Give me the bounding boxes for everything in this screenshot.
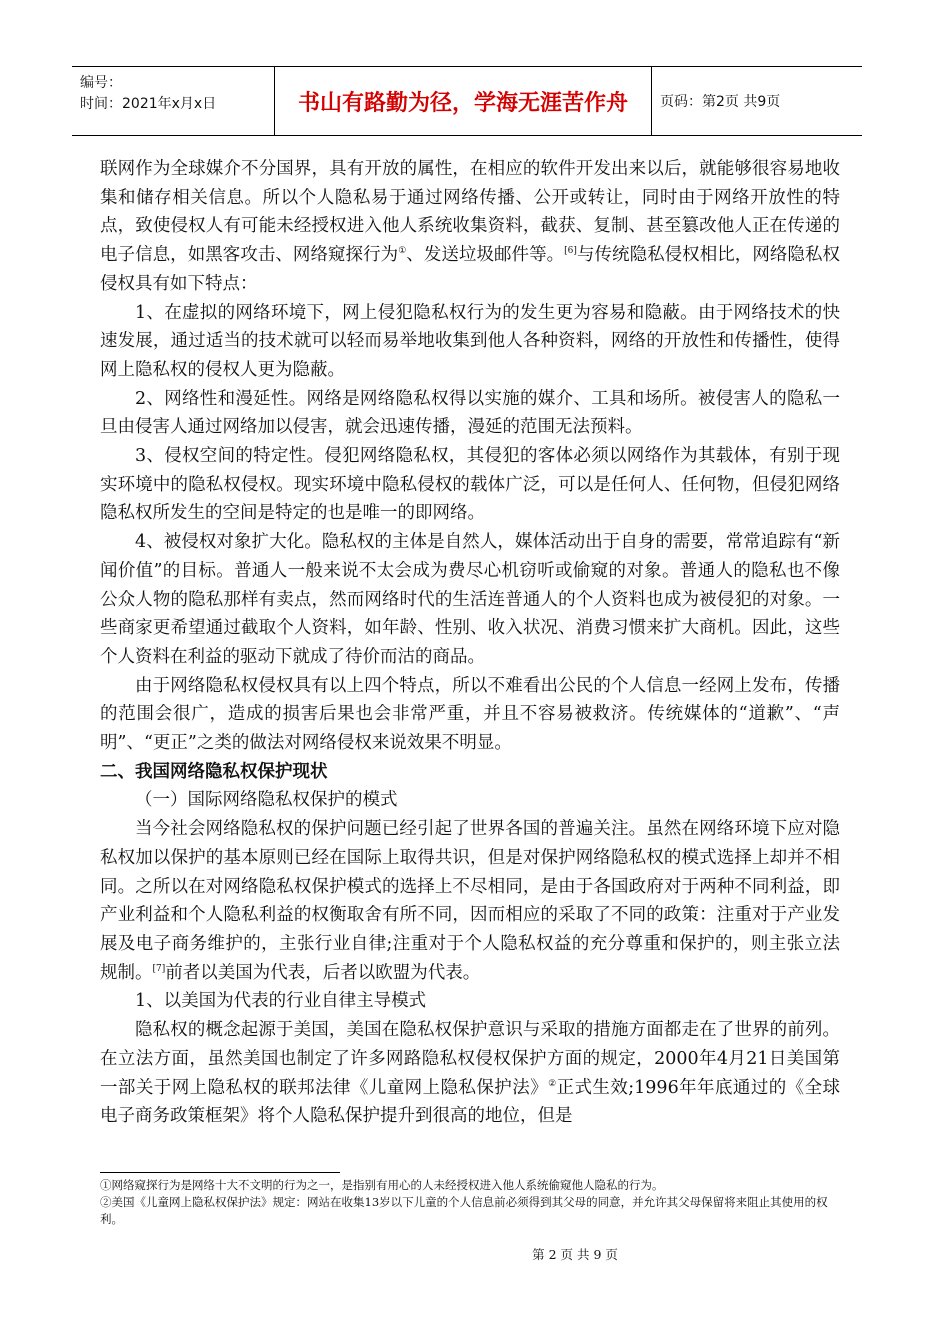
document-number-label: 编号： bbox=[80, 75, 122, 91]
header-motto: 书山有路勤为径，学海无涯苦作舟 bbox=[275, 67, 652, 135]
paragraph: 3、侵权空间的特定性。侵犯网络隐私权，其侵犯的客体必须以网络作为其载体，有别于现实环境中的隐私权侵权。现实环境中隐私侵权的载体广泛，可以是任何人、任何物，但侵犯网络隐私权所发生的空间是特定的也是唯一的即网络。 bbox=[100, 446, 840, 524]
footnotes bbox=[100, 1177, 840, 1228]
footnote: ②美国《儿童网上隐私权保护法》规定：网站在收集13岁以下儿童的个人信息前必须得到其父母的同意，并允许其父母保留将来阻止其使用的权利。 bbox=[100, 1195, 828, 1226]
citation-ref: [6] bbox=[564, 246, 577, 257]
paragraph: 当今社会网络隐私权的保护问题已经引起了世界各国的普遍关注。虽然在网络环境下应对隐私权加以保护的基本原则已经在国际上取得共识，但是对保护网络隐私权的模式选择上却并不相同。之所以在对网络隐私权保护模式的选择上不尽相同，是由于各国政府对于两种不同利益，即产业利益和个人隐私利益的权衡取舍有所不同，因而相应的采取了不同的政策：注重对于产业发展及电子商务维护的，主张行业自律;注重对于个人隐私权益的充分尊重和保护的，则主张立法规制。[7]前者以美国为代表，后者以欧盟为代表。 bbox=[100, 819, 840, 983]
page-footer bbox=[0, 1245, 950, 1263]
page-number: 第 2 页 共 9 页 bbox=[532, 1247, 618, 1262]
subsection-heading: （一）国际网络隐私权保护的模式 bbox=[135, 790, 398, 811]
document-body bbox=[100, 155, 840, 1131]
paragraph: 联网作为全球媒介不分国界，具有开放的属性，在相应的软件开发出来以后，就能够很容易地收集和储存相关信息。所以个人隐私易于通过网络传播、公开或转让，同时由于网络开放性的特点，致使侵权人有可能未经授权进入他人系统收集资料，截获、复制、甚至篡改他人正在传递的电子信息，如黑客攻击、网络窥探行为①、发送垃圾邮件等。[6]与传统隐私侵权相比，网络隐私权侵权具有如下特点： bbox=[100, 159, 841, 294]
paragraph: 1、在虚拟的网络环境下，网上侵犯隐私权行为的发生更为容易和隐蔽。由于网络技术的快速发展，通过适当的技术就可以轻而易举地收集到他人各种资料，网络的开放性和传播性，使得网上隐私权的侵权人更为隐蔽。 bbox=[100, 302, 840, 380]
section-heading: 二、我国网络隐私权保护现状 bbox=[100, 761, 328, 782]
footnote: ①网络窥探行为是网络十大不文明的行为之一，是指别有用心的人未经授权进入他人系统偷窥他人隐私的行为。 bbox=[100, 1178, 664, 1192]
paragraph: 由于网络隐私权侵权具有以上四个特点，所以不难看出公民的个人信息一经网上发布，传播的范围会很广，造成的损害后果也会非常严重，并且不容易被救济。传统媒体的“道歉”、“声明”、“更正”之类的做法对网络侵权来说效果不明显。 bbox=[100, 675, 840, 754]
paragraph: 隐私权的概念起源于美国，美国在隐私权保护意识与采取的措施方面都走在了世界的前列。在立法方面，虽然美国也制定了许多网路隐私权侵权保护方面的规定，2000年4月21日美国第一部关于网上隐私权的联邦法律《儿童网上隐私保护法》②正式生效;1996年年底通过的《全球电子商务政策框架》将个人隐私保护提升到很高的地位，但是 bbox=[100, 1020, 841, 1127]
subsection-heading: 1、以美国为代表的行业自律主导模式 bbox=[135, 991, 427, 1012]
citation-ref: [7] bbox=[152, 963, 166, 974]
footnote-marker: ② bbox=[548, 1078, 557, 1089]
document-time-label: 时间：2021年x月x日 bbox=[80, 96, 217, 112]
header-page-label: 页码：第2页 共9页 bbox=[660, 94, 781, 110]
paragraph: 4、被侵权对象扩大化。隐私权的主体是自然人，媒体活动出于自身的需要，常常追踪有“新闻价值”的目标。普通人一般来说不太会成为费尽心机窃听或偷窥的对象。普通人的隐私也不像公众人物的隐私那样有卖点，然而网络时代的生活连普通人的个人资料也成为被侵犯的对象。一些商家更希望通过截取个人资料，如年龄、性别、收入状况、消费习惯来扩大商机。因此，这些个人资料在利益的驱动下就成了待价而沽的商品。 bbox=[100, 532, 840, 667]
footnote-marker: ① bbox=[398, 246, 407, 257]
paragraph: 2、网络性和漫延性。网络是网络隐私权得以实施的媒介、工具和场所。被侵害人的隐私一旦由侵害人通过网络加以侵害，就会迅速传播，漫延的范围无法预料。 bbox=[100, 388, 840, 438]
footnote-divider bbox=[100, 1172, 340, 1173]
page-header bbox=[72, 66, 862, 136]
header-meta bbox=[72, 67, 275, 135]
